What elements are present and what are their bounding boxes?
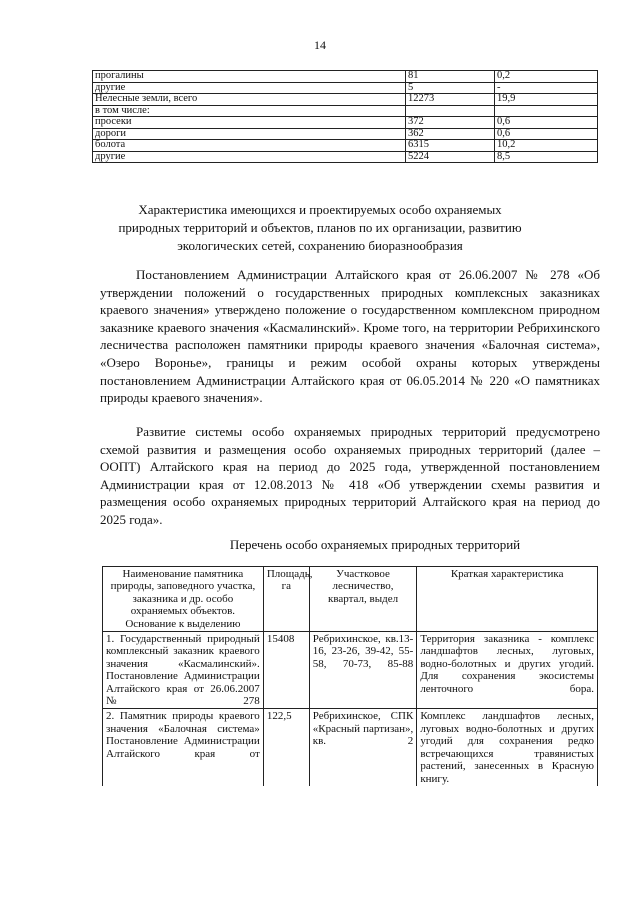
header-location: Участковое лесничество, квартал, выдел [309,567,417,632]
land-name: прогалины [93,71,406,83]
table-row [103,709,598,786]
land-percent: 19,9 [495,94,598,106]
area-description: Комплекс ландшафтов лесных, луговых водно-болотных и других угодий для сохранения редко встречающихся травянистых растений, занесенных в Красную книгу. [417,709,598,786]
heading-line: Характеристика имеющихся и проектируемых особо охраняемых [138,202,502,217]
land-name: дороги [93,128,406,140]
land-name: болота [93,140,406,152]
table-row [93,117,598,129]
area-description: Территория заказника - комплекс ландшафтов лесных, луговых, водно-болотных и других угодий. Для сохранения экосистемы ленточного бора. [417,632,598,709]
table-row [93,71,598,83]
land-area: 12273 [406,94,495,106]
land-area: 5 [406,82,495,94]
table-row [93,151,598,163]
land-percent [495,105,598,117]
area-size: 15408 [263,632,309,709]
paragraph-resolution [100,266,600,407]
land-name: просеки [93,117,406,129]
land-percent: 8,5 [495,151,598,163]
area-size: 122,5 [263,709,309,786]
heading-line: природных территорий и объектов, планов по их организации, развитию [118,220,522,235]
list-title: Перечень особо охраняемых природных территорий [229,537,521,552]
table-header-row [103,567,598,632]
area-location: Ребрихинское, кв.13-16, 23-26, 39-42, 55-58, 70-73, 85-88 [309,632,417,709]
header-description: Краткая характеристика [417,567,598,632]
header-area: Площадь, га [263,567,309,632]
table-row [93,105,598,117]
land-name: Нелесные земли, всего [93,94,406,106]
land-area: 362 [406,128,495,140]
table-row [93,94,598,106]
land-area [406,105,495,117]
area-name: 1. Государственный природный комплексный заказник краевого значения «Касмалинский». Постановление Администрации Алтайского края от 26.06.2007 № 278 [103,632,264,709]
land-name: другие [93,82,406,94]
land-name: в том числе: [93,105,406,117]
land-category-table [92,70,598,163]
area-location: Ребрихинское, СПК «Красный партизан», кв. 2 [309,709,417,786]
land-percent: 0,2 [495,71,598,83]
header-name: Наименование памятника природы, заповедного участка, заказника и др. особо охраняемых объектов. Основание к выделению [103,567,264,632]
land-percent: 0,6 [495,128,598,140]
heading-line: экологических сетей, сохранению биоразнообразия [177,238,463,253]
land-area: 5224 [406,151,495,163]
table-row [93,82,598,94]
land-percent: - [495,82,598,94]
land-percent: 0,6 [495,117,598,129]
land-area: 81 [406,71,495,83]
land-percent: 10,2 [495,140,598,152]
page-number: 14 [314,38,326,52]
land-area: 372 [406,117,495,129]
land-name: другие [93,151,406,163]
table-row [103,632,598,709]
paragraph-text: Развитие системы особо охраняемых природных территорий предусмотрено схемой развития и размещения особо охраняемых природных территорий (далее – ООПТ) Алтайского края на период до 2025 года, утвержденной постановлением Администрации края от 12.08.2013 № 418 «Об утверждении схемы развития и размещения особо охраняемых природных территорий Алтайского края на период до 2025 года». [100,424,600,527]
table-row [93,128,598,140]
section-heading [0,201,640,255]
paragraph-text: Постановлением Администрации Алтайского края от 26.06.2007 № 278 «Об утверждении положений о государственных природных комплексных заказниках краевого значения» утверждено положение о государственном комплексном природном заказнике краевого значения «Касмалинский». Кроме того, на территории Ребрихинского лесничества расположен памятники природы краевого значения «Балочная система», «Озеро Воронье», границы и режим особой охраны которых утверждены постановлением Администрации Алтайского края от 06.05.2014 № 220 «О памятниках природы краевого значения». [100,267,600,406]
table-row [93,140,598,152]
protected-areas-table [102,566,598,786]
paragraph-development [100,423,600,529]
land-area: 6315 [406,140,495,152]
area-name: 2. Памятник природы краевого значения «Балочная система» Постановление Администрации Алтайского края от [103,709,264,786]
